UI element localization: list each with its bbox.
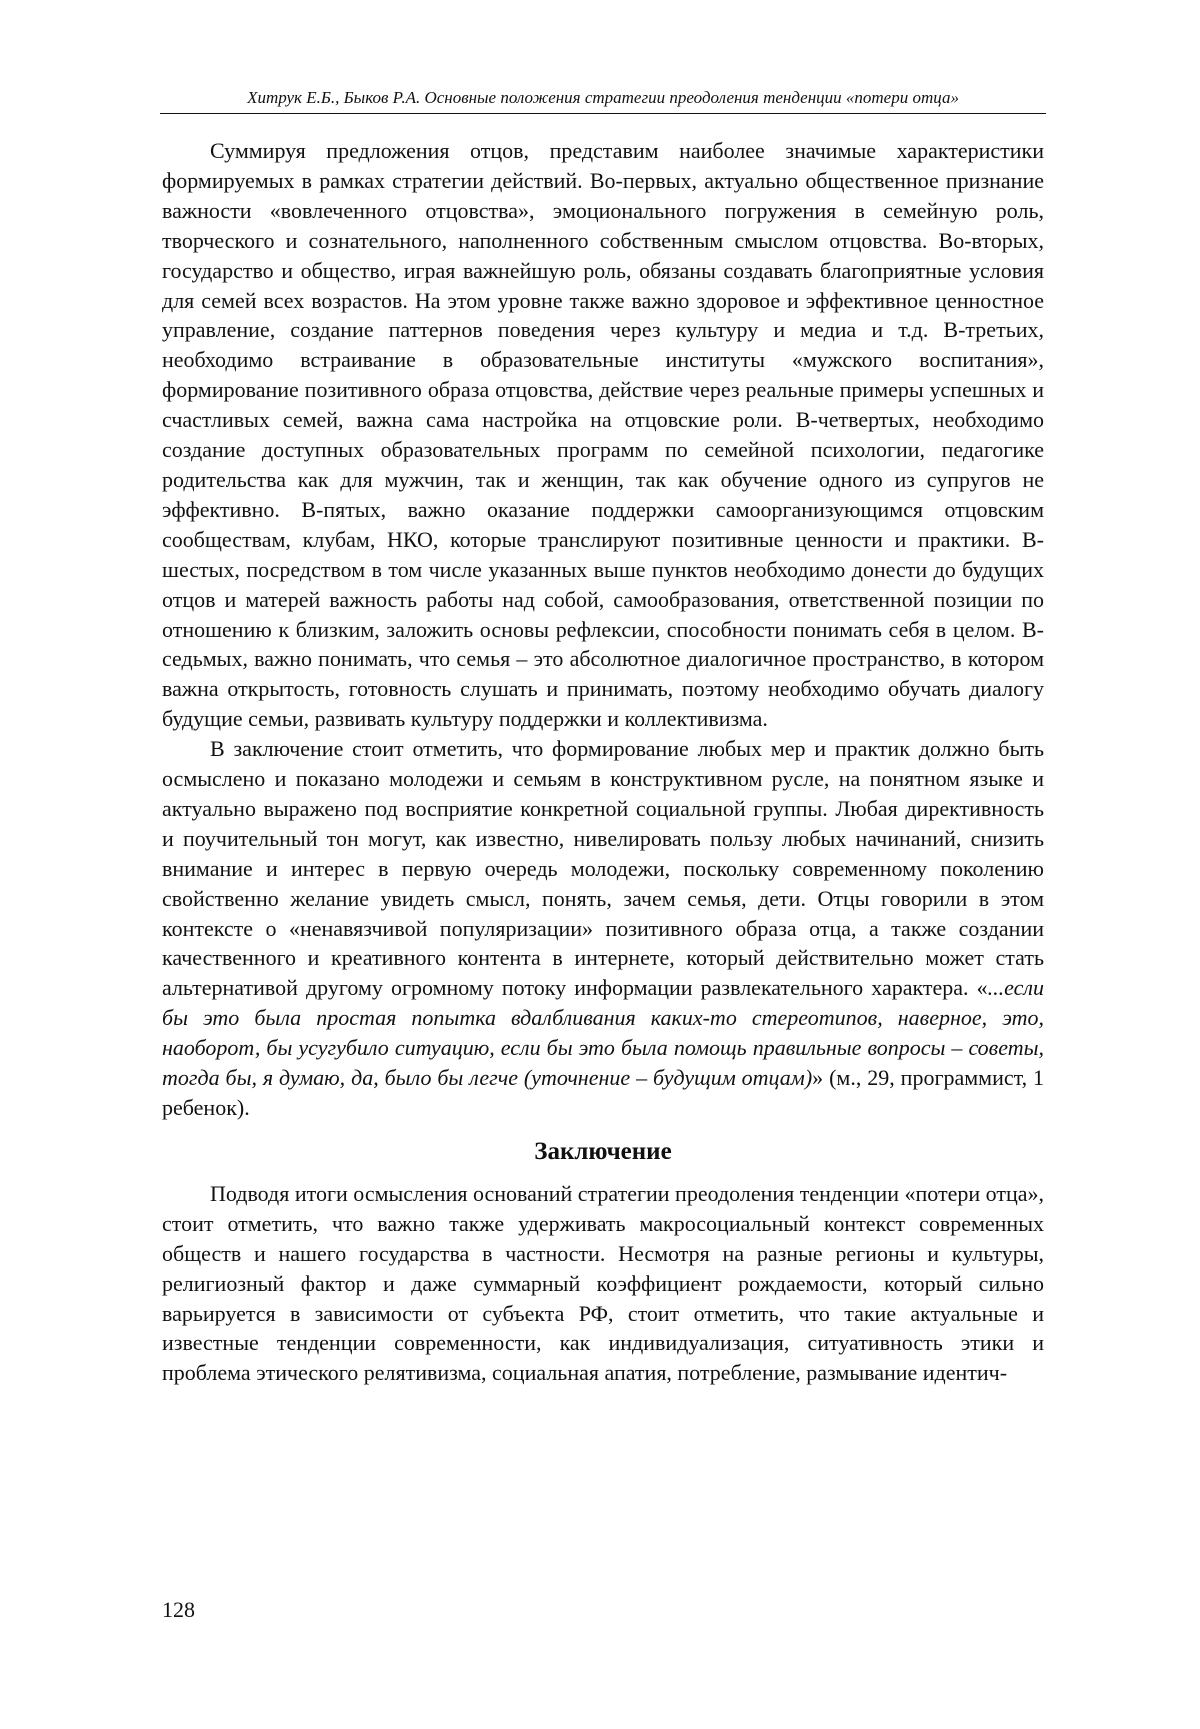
running-head: Хитрук Е.Б., Быков Р.А. Основные положения стратегии преодоления тенденции «потери отца» <box>247 88 959 107</box>
quote-attribution: » (м., 29, программист, 1 ребенок). <box>162 1065 1044 1120</box>
section-title-conclusion: Заключение <box>534 1137 672 1165</box>
paragraph-strategy-characteristics: Суммируя предложения отцов, представим наиболее значимые характеристики формируемых в рамках стратегии действий. Во-первых, актуально общественное признание важности «вовлеченного отцовства», эмоционального погружения в семейную роль, творческого и сознательного, наполненного собственным смыслом отцовства. Во-вторых, государство и общество, играя важнейшую роль, обязаны создавать благоприятные условия для семей всех возрастов. На этом уровне также важно здоровое и эффективное ценностное управление, создание паттернов поведения через культуру и медиа и т.д. В-третьих, необходимо встраивание в образовательные институты «мужского воспитания», формирование позитивного образа отцовства, действие через реальные примеры успешных и счастливых семей, важна сама настройка на отцовские роли. В-четвертых, необходимо создание доступных образовательных программ по семейной психологии, педагогике родительства как для мужчин, так и женщин, так как обучение одного из супругов не эффективно. В-пятых, важно оказание поддержки самоорганизующимся отцовским сообществам, клубам, НКО, которые транслируют позитивные ценности и практики. В-шестых, посредством в том числе указанных выше пунктов необходимо донести до будущих отцов и матерей важность работы над собой, самообразования, ответственной позиции по отношению к близким, заложить основы рефлексии, способности понимать себя в целом. В-седьмых, важно понимать, что семья – это абсолютное диалогичное пространство, в котором важна открытость, готовность слушать и принимать, поэтому необходимо обучать диалогу будущие семьи, развивать культуру поддержки и коллективизма. <box>162 138 1044 732</box>
paragraph-2-text: В заключение стоит отметить, что формирование любых мер и практик должно быть осмыслено и показано молодежи и семьям в конструктивном русле, на понятном языке и актуально выражено под восприятие конкретной социальной группы. Любая директивность и поучительный тон могут, как известно, нивелировать пользу любых начинаний, снизить внимание и интерес в первую очередь молодежи, поскольку современному поколению свойственно желание увидеть смысл, понять, зачем семья, дети. Отцы говорили в этом контексте о «ненавязчивой популяризации» позитивного образа отца, а также создании качественного и креативного контента в интернете, который действительно может стать альтернативой другому огромному потоку информации развлекательного характера. « <box>162 736 1044 1001</box>
interview-quote: ...если бы это была простая попытка вдалбливания каких-то стереотипов, наверное, это, наоборот, бы усугубило ситуацию, если бы это была помощь правильные вопросы – советы, тогда бы, я думаю, да, было бы легче (уточнение – будущим отцам) <box>162 975 1044 1091</box>
page-number: 128 <box>162 1597 195 1622</box>
paragraph-conclusion-remark <box>162 734 1044 1123</box>
paragraph-conclusion-body: Подводя итоги осмысления оснований стратегии преодоления тенденции «потери отца», стоит отметить, что важно также удерживать макросоциальный контекст современных обществ и нашего государства в частности. Несмотря на разные регионы и культуры, религиозный фактор и даже суммарный коэффициент рождаемости, который сильно варьируется в зависимости от субъекта РФ, стоит отметить, что такие актуальные и известные тенденции современности, как индивидуализация, ситуативность этики и проблема этического релятивизма, социальная апатия, потребление, размывание идентич- <box>162 1180 1044 1386</box>
header-rule <box>160 113 1046 114</box>
main-text <box>162 136 1044 1388</box>
